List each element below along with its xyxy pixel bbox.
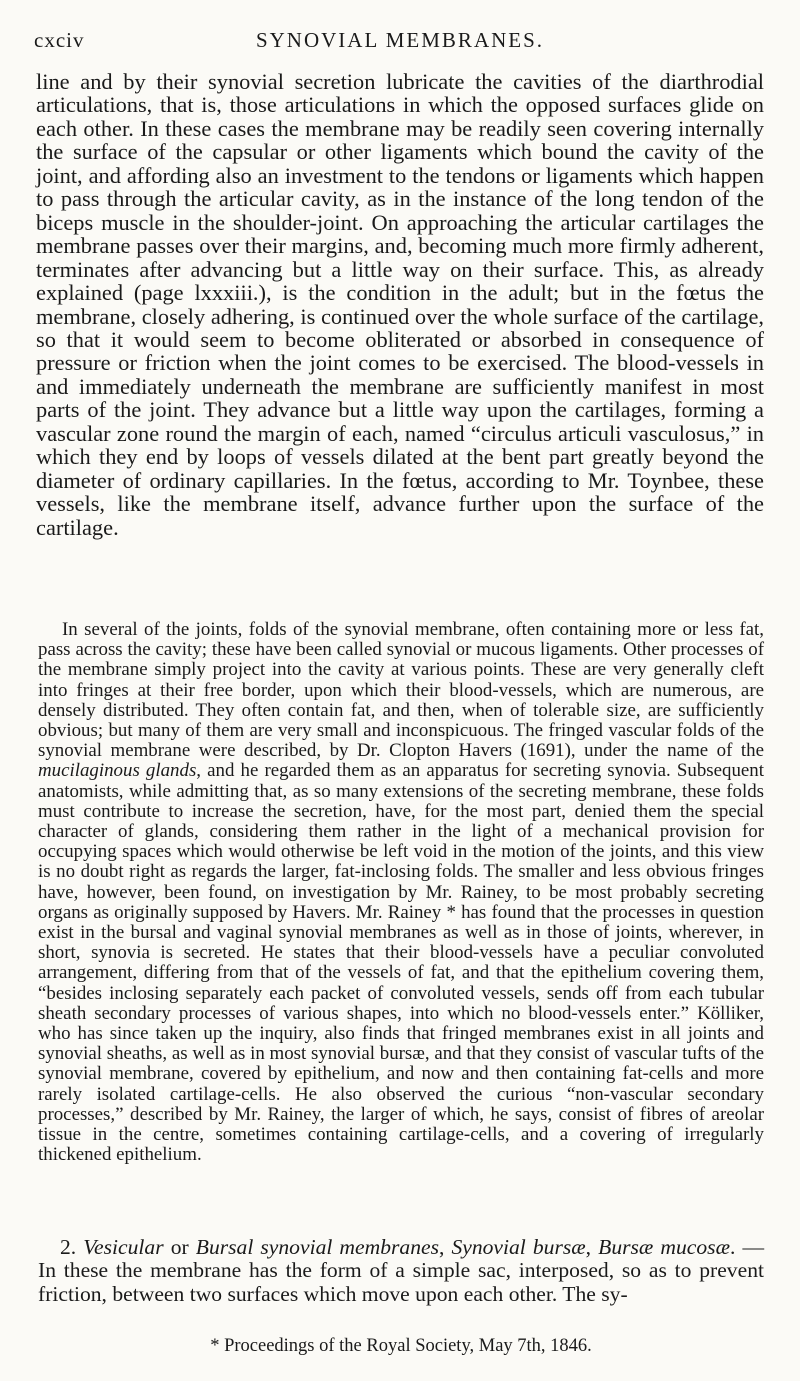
text-run: ,: [585, 1235, 599, 1259]
italic-term: Synovial bursæ: [451, 1235, 586, 1259]
text-run: ,: [438, 1235, 452, 1259]
paragraph-small-print: [38, 620, 764, 1165]
footnote: * Proceedings of the Royal Society, May 7th, 1846.: [210, 1336, 592, 1356]
italic-term: Vesicular: [83, 1235, 164, 1259]
text-run: . —In these the membrane has the form of a simple sac, interposed, so as to prevent friction, between two surfaces which move upon each other. The sy-: [38, 1235, 765, 1306]
paragraph-main-text: line and by their synovial secretion lubricate the cavities of the diarthrodial articulations, that is, those articulations in which the opposed surfaces glide on each other. In these cases the membrane may be readily seen covering internally the surface of the capsular or other ligaments which bound the cavity of the joint, and affording also an investment to the tendons or ligaments which happen to pass through the articular cavity, as in the instance of the long tendon of the biceps muscle in the shoulder-joint. On approaching the articular cartilages the membrane passes over their margins, and, becoming much more firmly adherent, terminates after advancing but a little way on their surface. This, as already explained (page lxxxiii.), is the condition in the adult; but in the fœtus the membrane, closely adhering, is continued over the whole surface of the cartilage, so that it would seem to become obliterated or absorbed in consequence of pressure or friction when the joint comes to be exercised. The blood-vessels in and immediately underneath the membrane are sufficiently manifest in most parts of the joint. They advance but a little way upon the cartilages, forming a vascular zone round the margin of each, named “circulus articuli vasculosus,” in which they end by loops of vessels dilated at the bent part greatly beyond the diameter of ordinary capillaries. In the fœtus, according to Mr. Toynbee, these vessels, like the membrane itself, advance further upon the surface of the cartilage.: [36, 69, 764, 540]
text-run: or: [163, 1235, 196, 1259]
italic-term: Bursal synovial membranes: [195, 1235, 439, 1259]
section-paragraph-bursal: [38, 1236, 764, 1306]
italic-term: mucilaginous glands: [38, 760, 197, 782]
text-run: , and he regarded them as an apparatus for secreting synovia. Subsequent anatomists, while admitting that, as so many extensions of the secreting membrane, these folds must contribute to increase the secretion, have, for the most part, denied them the special character of glands, considering them rather in the light of a mechanical provision for occupying spaces which would otherwise be left void in the motion of the joints, and this view is no doubt right as regards the larger, fat-inclosing folds. The smaller and less obvious fringes have, however, been found, on investigation by Mr. Rainey, to be most probably secreting organs as originally supposed by Havers. Mr. Rainey * has found that the processes in question exist in the bursal and vaginal synovial membranes as well as in those of joints, wherever, in short, synovia is secreted. He states that their blood-vessels have a peculiar convoluted arrangement, differing from that of the vessels of fat, and that the epithelium covering them, “besides inclosing separately each packet of convoluted vessels, sends off from each tubular sheath secondary processes of various shapes, into which no blood-vessels enter.” Kölliker, who has since taken up the inquiry, also finds that fringed membranes exist in all joints and synovial sheaths, as well as in most synovial bursæ, and that they consist of vascular tufts of the synovial membrane, covered by epithelium, and now and then containing fat-cells and more rarely isolated cartilage-cells. He also observed the curious “non-vascular secondary processes,” described by Mr. Rainey, the larger of which, he says, consist of fibres of areolar tissue in the centre, sometimes containing cartilage-cells, and a covering of irregularly thickened epithelium.: [38, 760, 764, 1166]
page-number: cxciv: [34, 28, 85, 52]
italic-term: Bursæ mucosæ: [598, 1235, 730, 1259]
page-header: [34, 28, 766, 58]
running-head: SYNOVIAL MEMBRANES.: [255, 28, 545, 52]
text-run: In several of the joints, folds of the synovial membrane, often containing more or less fat, pass across the cavity; these have been called synovial or mucous ligaments. Other processes of the membrane simply project into the cavity at various points. These are very generally cleft into fringes at their free border, upon which their blood-vessels, which are numerous, are densely distributed. They often contain fat, and then, when of tolerable size, are sufficiently obvious; but many of them are very small and inconspicuous. The fringed vascular folds of the synovial membrane were described, by Dr. Clopton Havers (1691), under the name of the: [38, 619, 764, 762]
section-number: 2.: [60, 1235, 84, 1259]
